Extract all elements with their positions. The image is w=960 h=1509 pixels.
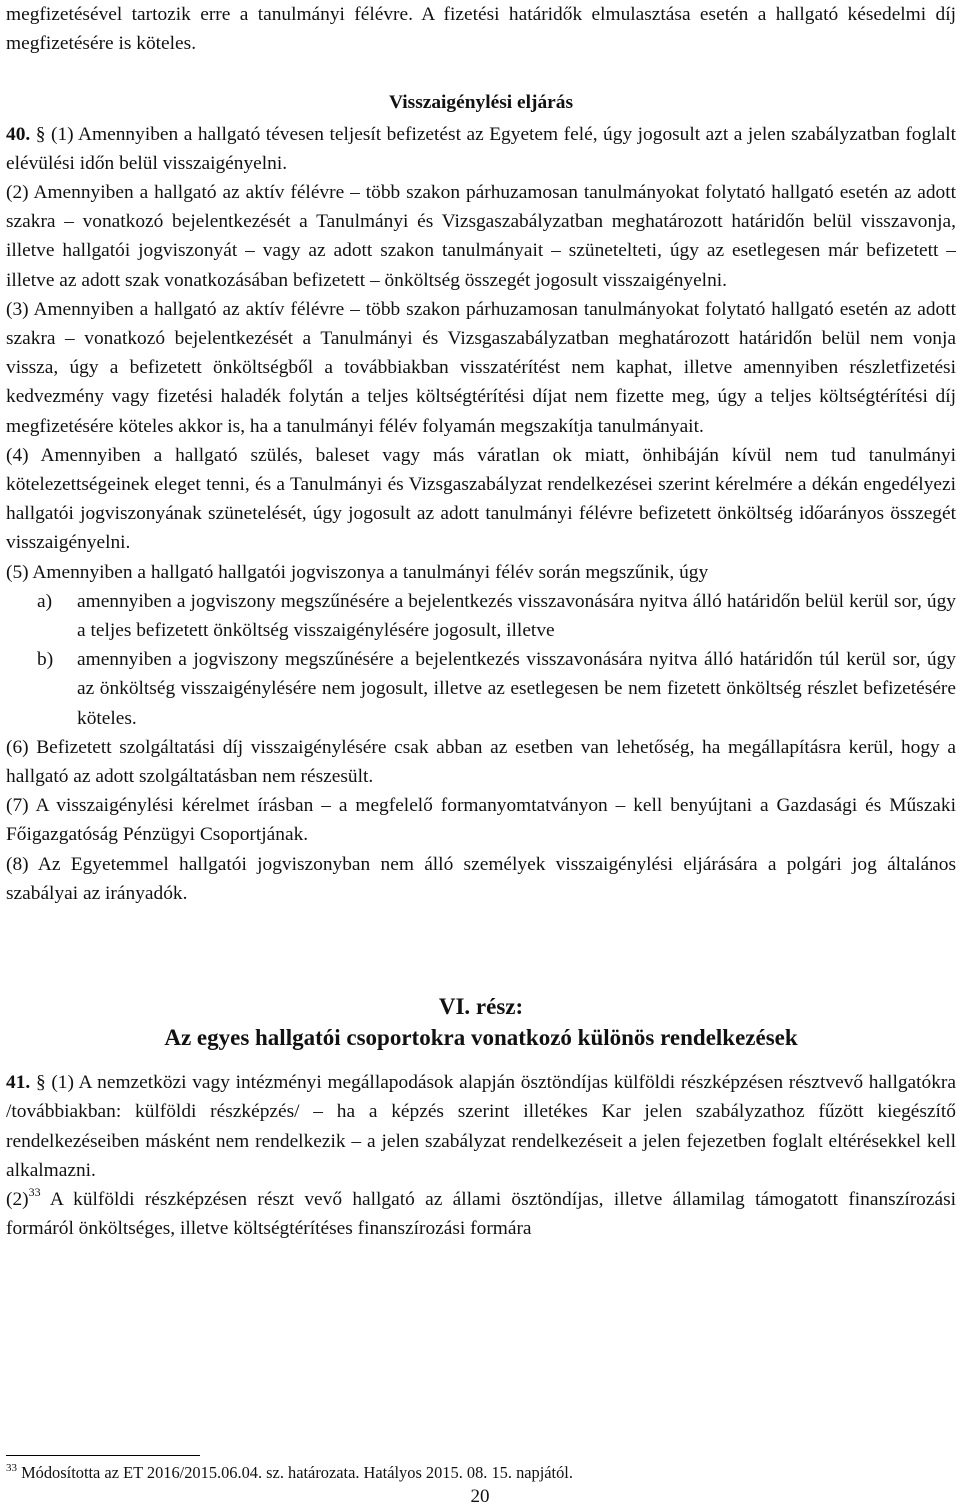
list-item	[6, 587, 956, 645]
document-page	[6, 0, 956, 1243]
section-40-paragraph-6: (6) Befizetett szolgáltatási díj visszaigénylésére csak abban az esetben van lehetőség, ha megállapításra kerül, hogy a hallgató az adott szolgáltatásban nem részesült.	[6, 736, 956, 788]
footnote-number: 33	[6, 1462, 17, 1474]
footnote	[6, 1462, 573, 1484]
part-heading	[6, 992, 956, 1053]
section-40-paragraph-7: (7) A visszaigénylési kérelmet írásban – a megfelelő formanyomtatványon – kell benyújtani a Gazdasági és Műszaki Főigazgatóság Pénzügyi Csoportjának.	[6, 795, 956, 846]
section-heading: Visszaigénylési eljárás	[388, 92, 573, 114]
list-item-text: amennyiben a jogviszony megszűnésére a bejelentkezés visszavonására nyitva álló határidőn túl kerül sor, úgy az önköltség visszaigénylésére nem jogosult, illetve az esetlegesen be nem fizetett önköltség részlet befizetésére köteles.	[77, 649, 956, 729]
footnote-divider	[6, 1455, 200, 1456]
section-40-paragraph-3: (3) Amennyiben a hallgató az aktív félévre – több szakon párhuzamosan tanulmányokat folytató hallgató esetén az adott szakra – vonatkozó bejelentkezését a Tanulmányi és Vizsgaszabályzatban meghatározott határidőn belül nem vonja vissza, úgy a befizetett önköltségből a továbbiakban visszatérítést nem kaphat, illetve amennyiben részletfizetési kedvezmény vagy fizetési haladék folytán a teljes költségtérítési díjat nem fizette meg, úgy a teljes költségtérítési díj megfizetésére köteles akkor is, ha a tanulmányi félév folyamán megszakítja tanulmányait.	[6, 298, 956, 437]
section-41-paragraph-2	[6, 1185, 956, 1243]
section-40-paragraph-5: (5) Amennyiben a hallgató hallgatói jogviszonya a tanulmányi félév során megszűnik, úgy	[6, 561, 709, 583]
section-number: 41.	[6, 1072, 31, 1094]
list-item-label: b)	[37, 649, 54, 671]
footnote-text: Módosította az ET 2016/2015.06.04. sz. határozata. Hatályos 2015. 08. 15. napjától.	[17, 1463, 573, 1482]
paragraph-text: A külföldi részképzésen részt vevő hallgató az állami ösztöndíjas, illetve államilag támogatott finanszírozási formáról önköltséges, illetve költségtérítéses finanszírozási formára	[6, 1188, 956, 1240]
section-40	[6, 120, 956, 908]
paragraph-continuation: megfizetésével tartozik erre a tanulmányi félévre. A fizetési határidők elmulasztása esetén a hallgató késedelmi díj megfizetésére is köteles.	[6, 4, 956, 55]
part-subtitle: Az egyes hallgatói csoportokra vonatkozó különös rendelkezések	[164, 1025, 798, 1051]
part-title: VI. rész:	[438, 994, 524, 1020]
section-40-paragraph-1	[6, 120, 956, 178]
section-40-list	[6, 587, 956, 733]
paragraph-text: (1) A nemzetközi vagy intézményi megállapodások alapján ösztöndíjas külföldi részképzésen résztvevő hallgatókra /továbbiakban: külföldi részképzés/ – ha a képzés szerint illetékes Kar jelen szabályzathoz fűzött kiegészítő rendelkezéseiben másként nem rendelkezik – a jelen szabályzat rendelkezéseit a jelen fejezetben foglalt eltérésekkel kell alkalmazni.	[6, 1072, 956, 1181]
section-40-paragraph-2: (2) Amennyiben a hallgató az aktív félévre – több szakon párhuzamosan tanulmányokat folytató hallgató esetén az adott szakra – vonatkozó bejelentkezését a Tanulmányi és Vizsgaszabályzatban meghatározott határidőn belül visszavonja, illetve hallgatói jogviszonyát – vagy az adott szakon tanulmányait – szünetelteti, úgy az esetlegesen már befizetett – illetve az adott szak vonatkozásában befizetett – önköltség összegét jogosult visszaigényelni.	[6, 182, 956, 291]
section-40-paragraph-4: (4) Amennyiben a hallgató szülés, baleset vagy más váratlan ok miatt, önhibáján kívül nem tud tanulmányi kötelezettségeinek eleget tenni, és a Tanulmányi és Vizsgaszabályzat rendelkezései szerint kérelmére a dékán engedélyezi hallgatói jogviszonyának szünetelését, úgy jogosult az adott tanulmányi félévre befizetett önköltség időarányos összegét visszaigényelni.	[6, 444, 956, 554]
section-sign: §	[35, 123, 46, 145]
list-item-text: amennyiben a jogviszony megszűnésére a bejelentkezés visszavonására nyitva álló határidőn belül kerül sor, úgy a teljes befizetett önköltség visszaigénylésére jogosult, illetve	[77, 590, 956, 642]
section-41-paragraph-1	[6, 1068, 956, 1185]
section-41	[6, 1068, 956, 1243]
list-item	[6, 645, 956, 733]
list-item-label: a)	[37, 590, 53, 612]
page-number: 20	[470, 1486, 490, 1507]
section-sign: §	[35, 1072, 46, 1094]
section-40-paragraph-8: (8) Az Egyetemmel hallgatói jogviszonyban nem álló személyek visszaigénylési eljárására a polgári jog általános szabályai az irányadók.	[6, 853, 956, 904]
paragraph-text: (1) Amennyiben a hallgató tévesen teljesít befizetést az Egyetem felé, úgy jogosult azt a jelen szabályzatban foglalt elévülési időn belül visszaigényelni.	[6, 123, 956, 174]
paragraph-prefix: (2)	[6, 1188, 29, 1210]
section-number: 40.	[6, 123, 31, 145]
footnote-reference[interactable]: 33	[28, 1184, 41, 1199]
